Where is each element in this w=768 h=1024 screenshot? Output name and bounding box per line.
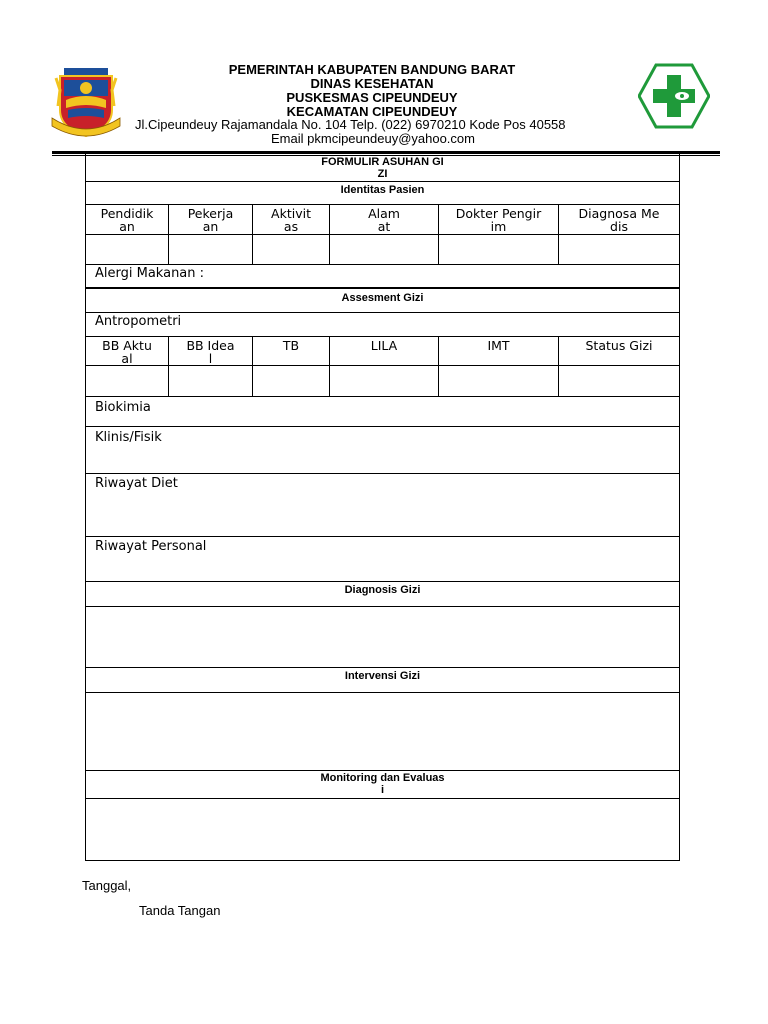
monitoring-input-area[interactable] bbox=[86, 799, 679, 859]
assesment-header-row bbox=[86, 289, 679, 313]
col-aktivitas: Aktivit as bbox=[253, 205, 330, 234]
asuhan-gizi-form bbox=[85, 153, 680, 861]
header-address: Jl.Cipeundeuy Rajamandala No. 104 Telp. (022) 6970210 Kode Pos 40558 bbox=[135, 117, 566, 132]
header-line-2: DINAS KESEHATAN bbox=[310, 76, 434, 91]
section-intervensi: Intervensi Gizi bbox=[344, 670, 421, 682]
section-assesment: Assesment Gizi bbox=[341, 292, 424, 304]
input-status-gizi[interactable] bbox=[559, 366, 679, 396]
tanda-tangan-label: Tanda Tangan bbox=[139, 903, 221, 918]
biokimia-row[interactable] bbox=[86, 397, 679, 427]
section-monitoring: Monitoring dan Evaluas i bbox=[320, 772, 445, 796]
letterhead bbox=[0, 0, 768, 150]
input-bb-aktual[interactable] bbox=[86, 366, 169, 396]
monitoring-header-row bbox=[86, 771, 679, 799]
antropometri-label: Antropometri bbox=[95, 314, 182, 329]
col-dokter-pengirim: Dokter Pengir im bbox=[439, 205, 559, 234]
input-diagnosa-medis[interactable] bbox=[559, 235, 679, 264]
input-pendidikan[interactable] bbox=[86, 235, 169, 264]
puskesmas-logo-icon bbox=[638, 63, 710, 129]
input-pekerjaan[interactable] bbox=[169, 235, 253, 264]
col-lila: LILA bbox=[330, 337, 439, 365]
input-aktivitas[interactable] bbox=[253, 235, 330, 264]
input-bb-ideal[interactable] bbox=[169, 366, 253, 396]
col-bb-ideal: BB Idea l bbox=[169, 337, 253, 365]
riwayat-diet-label: Riwayat Diet bbox=[95, 476, 178, 491]
input-alamat[interactable] bbox=[330, 235, 439, 264]
klinis-row[interactable] bbox=[86, 427, 679, 474]
riwayat-personal-label: Riwayat Personal bbox=[95, 539, 207, 554]
col-tb: TB bbox=[253, 337, 330, 365]
alergi-label: Alergi Makanan : bbox=[95, 266, 205, 281]
bandung-barat-emblem-icon bbox=[50, 66, 122, 140]
alergi-row[interactable] bbox=[86, 265, 679, 289]
input-lila[interactable] bbox=[330, 366, 439, 396]
header-line-4: KECAMATAN CIPEUNDEUY bbox=[286, 104, 458, 119]
identitas-columns-row bbox=[86, 205, 679, 235]
identitas-input-row bbox=[86, 235, 679, 265]
input-dokter-pengirim[interactable] bbox=[439, 235, 559, 264]
form-title: FORMULIR ASUHAN GI ZI bbox=[321, 156, 444, 180]
section-identitas: Identitas Pasien bbox=[340, 184, 425, 196]
col-imt: IMT bbox=[439, 337, 559, 365]
intervensi-header-row bbox=[86, 668, 679, 693]
riwayat-diet-row[interactable] bbox=[86, 474, 679, 537]
identitas-header-row bbox=[86, 182, 679, 205]
col-status-gizi: Status Gizi bbox=[585, 338, 653, 353]
col-alamat: Alam at bbox=[330, 205, 439, 234]
col-pekerjaan: Pekerja an bbox=[169, 205, 253, 234]
antro-columns-row bbox=[86, 337, 679, 366]
input-tb[interactable] bbox=[253, 366, 330, 396]
biokimia-label: Biokimia bbox=[95, 400, 151, 415]
input-imt[interactable] bbox=[439, 366, 559, 396]
intervensi-input-area[interactable] bbox=[86, 693, 679, 771]
form-title-row bbox=[86, 153, 679, 182]
section-diagnosis: Diagnosis Gizi bbox=[344, 584, 421, 596]
klinis-label: Klinis/Fisik bbox=[95, 430, 162, 445]
col-diagnosa-medis: Diagnosa Me dis bbox=[578, 206, 660, 234]
header-line-3: PUSKESMAS CIPEUNDEUY bbox=[286, 90, 458, 105]
col-pendidikan: Pendidik an bbox=[86, 205, 169, 234]
antropometri-row bbox=[86, 313, 679, 337]
riwayat-personal-row[interactable] bbox=[86, 537, 679, 582]
col-bb-aktual: BB Aktu al bbox=[86, 337, 169, 365]
diagnosis-input-area[interactable] bbox=[86, 607, 679, 668]
antro-input-row bbox=[86, 366, 679, 397]
header-line-1: PEMERINTAH KABUPATEN BANDUNG BARAT bbox=[228, 62, 516, 77]
tanggal-label: Tanggal, bbox=[82, 878, 132, 893]
header-email: Email pkmcipeundeuy@yahoo.com bbox=[271, 131, 475, 146]
diagnosis-header-row bbox=[86, 582, 679, 607]
